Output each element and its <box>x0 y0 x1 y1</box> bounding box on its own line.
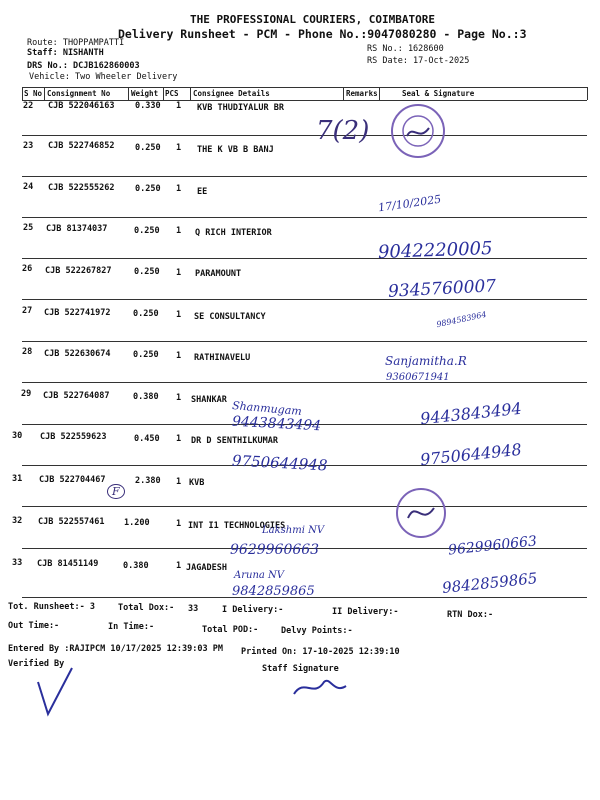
row-consignment-no: CJB 522746852 <box>48 141 115 151</box>
row-separator <box>22 135 587 136</box>
handwritten-name: Shanmugam <box>231 398 303 419</box>
handwritten-phone: 9443843494 <box>419 398 523 429</box>
row-weight: 0.250 <box>134 226 160 236</box>
row-sno: 27 <box>22 306 33 316</box>
handwritten-phone: 9842859865 <box>232 584 315 599</box>
staff-label: Staff: NISHANTH <box>27 48 104 58</box>
row-pcs: 1 <box>176 519 182 529</box>
col-header-weight: Weight <box>131 89 159 98</box>
row-sno: 30 <box>12 431 23 441</box>
seal-emblem-icon <box>393 106 443 156</box>
row-sno: 32 <box>12 516 23 526</box>
rs-date: RS Date: 17-Oct-2025 <box>367 56 470 66</box>
tot-runsheet: Tot. Runsheet:- 3 <box>8 602 95 612</box>
row-consignment-no: CJB 522557461 <box>38 517 105 527</box>
ii-delivery: II Delivery:- <box>332 607 399 617</box>
row-sno: 25 <box>23 223 34 233</box>
handwritten-phone: 9042220005 <box>377 238 493 263</box>
handwritten-name: Aruna NV <box>234 570 284 581</box>
row-weight: 0.380 <box>123 561 149 571</box>
col-header-consignee: Consignee Details <box>193 89 270 98</box>
row-consignment-no: CJB 522704467 <box>39 475 106 485</box>
row-sno: 33 <box>12 558 23 568</box>
row-weight: 0.250 <box>134 267 160 277</box>
col-divider <box>22 87 23 100</box>
row-sno: 29 <box>21 389 32 399</box>
handwritten-phone: 9750644948 <box>419 439 523 470</box>
col-header-pcs: PCS <box>165 89 179 98</box>
seal-stamp <box>391 104 445 158</box>
row-sno: 24 <box>23 182 34 192</box>
row-consignment-no: CJB 522555262 <box>48 183 115 193</box>
row-consignment-no: CJB 522046163 <box>48 101 115 111</box>
col-header-sno: S No <box>24 89 43 98</box>
row-pcs: 1 <box>176 184 182 194</box>
row-consignment-no: CJB 522741972 <box>44 308 111 318</box>
col-divider <box>379 87 380 100</box>
printed-on: Printed On: 17-10-2025 12:39:10 <box>241 647 400 657</box>
row-consignee: THE K VB B BANJ <box>197 145 274 155</box>
row-pcs: 1 <box>176 143 182 153</box>
row-weight: 0.330 <box>135 101 161 111</box>
row-consignee: KVB THUDIYALUR BR <box>197 103 284 113</box>
row-sno: 22 <box>23 101 34 111</box>
row-pcs: 1 <box>176 561 182 571</box>
row-separator <box>22 506 587 507</box>
row-separator <box>22 176 587 177</box>
row-weight: 1.200 <box>124 518 150 528</box>
row-weight: 0.450 <box>134 434 160 444</box>
handwritten-phone: 9629960663 <box>447 533 538 559</box>
i-delivery: I Delivery:- <box>222 605 284 615</box>
col-header-consignment: Consignment No <box>47 89 111 98</box>
row-sno: 26 <box>22 264 33 274</box>
row-pcs: 1 <box>176 226 182 236</box>
col-header-remarks: Remarks <box>346 89 378 98</box>
company-name: THE PROFESSIONAL COURIERS, COIMBATORE <box>190 13 436 26</box>
row-consignee: KVB <box>189 478 205 488</box>
table-top-border <box>22 87 587 88</box>
rtn-dox: RTN Dox:- <box>447 610 494 620</box>
runsheet-title: Delivery Runsheet - PCM - Phone No.:9047080280 - Page No.:3 <box>118 27 527 41</box>
row-consignee: EE <box>197 187 208 197</box>
row-pcs: 1 <box>176 268 182 278</box>
row-consignee: DR D SENTHILKUMAR <box>191 436 278 446</box>
staff-signature-label: Staff Signature <box>262 664 339 674</box>
route-label: Route: THOPPAMPATTI <box>27 38 125 48</box>
row-pcs: 1 <box>176 351 182 361</box>
col-divider <box>128 87 129 100</box>
verified-by: Verified By <box>8 659 65 669</box>
row-separator <box>22 299 587 300</box>
entered-by: Entered By :RAJIPCM 10/17/2025 12:39:03 PM <box>8 644 223 654</box>
row-consignment-no: CJB 522764087 <box>43 391 110 401</box>
row-consignment-no: CJB 522630674 <box>44 349 111 359</box>
row-pcs: 1 <box>176 477 182 487</box>
row-pcs: 1 <box>176 434 182 444</box>
drs-number: DRS No.: DCJB162860003 <box>27 61 140 71</box>
handwritten-phone: 9750644948 <box>231 451 328 475</box>
row-weight: 0.380 <box>133 392 159 402</box>
row-separator <box>22 341 587 342</box>
staff-signature-icon <box>290 672 360 702</box>
col-divider <box>587 87 588 100</box>
out-time: Out Time:- <box>8 621 60 631</box>
row-weight: 0.250 <box>135 143 161 153</box>
row-sno: 23 <box>23 141 34 151</box>
handwritten-signature: 17/10/2025 <box>377 192 443 215</box>
handwritten-phone: 9443843494 <box>231 413 322 435</box>
handwritten-name: Sanjamitha.R <box>385 354 467 368</box>
row-separator <box>22 382 587 383</box>
delvy-points: Delvy Points:- <box>281 626 353 636</box>
handwritten-phone: 9894583964 <box>435 309 488 330</box>
total-dox-value: 33 <box>188 604 199 614</box>
handwritten-mark: 7(2) <box>316 116 370 146</box>
row-weight: 0.250 <box>135 184 161 194</box>
row-consignee: INT I1 TECHNOLOGIES <box>188 521 286 531</box>
row-separator <box>22 217 587 218</box>
row-consignment-no: CJB 522267827 <box>45 266 112 276</box>
row-consignment-no: CJB 81374037 <box>46 224 108 234</box>
row-consignment-no: CJB 522559623 <box>40 432 107 442</box>
col-divider <box>343 87 344 100</box>
row-consignee: JAGADESH <box>186 563 227 573</box>
row-weight: 0.250 <box>133 309 159 319</box>
row-weight: 2.380 <box>135 476 161 486</box>
handwritten-phone: 9345760007 <box>387 276 497 302</box>
total-dox-label: Total Dox:- <box>118 603 175 613</box>
handwritten-phone: 9360671941 <box>386 372 450 383</box>
verifier-signature-icon <box>30 662 90 722</box>
col-header-seal-signature: Seal & Signature <box>402 89 475 98</box>
seal-emblem-icon <box>398 490 444 536</box>
row-consignee: SE CONSULTANCY <box>194 312 266 322</box>
handwritten-phone: 9629960663 <box>230 542 320 558</box>
in-time: In Time:- <box>108 622 155 632</box>
row-consignee: Q RICH INTERIOR <box>195 228 272 238</box>
vehicle-label: Vehicle: Two Wheeler Delivery <box>29 72 178 82</box>
handwritten-name: Lakshmi NV <box>262 525 325 536</box>
row-pcs: 1 <box>176 101 182 111</box>
row-sno: 28 <box>22 347 33 357</box>
col-divider <box>44 87 45 100</box>
row-pcs: 1 <box>176 393 182 403</box>
col-divider <box>163 87 164 100</box>
col-divider <box>190 87 191 100</box>
handwritten-phone: 9842859865 <box>441 569 539 597</box>
total-pod: Total POD:- <box>202 625 259 635</box>
row-pcs: 1 <box>176 310 182 320</box>
rs-number: RS No.: 1628600 <box>367 44 444 54</box>
seal-stamp <box>396 488 446 538</box>
row-consignee: RATHINAVELU <box>194 353 251 363</box>
row-consignee: SHANKAR <box>191 395 227 405</box>
handwritten-mark: F <box>107 484 125 499</box>
row-separator <box>22 258 587 259</box>
row-consignee: PARAMOUNT <box>195 269 242 279</box>
row-consignment-no: CJB 81451149 <box>37 559 99 569</box>
row-sno: 31 <box>12 474 23 484</box>
row-weight: 0.250 <box>133 350 159 360</box>
